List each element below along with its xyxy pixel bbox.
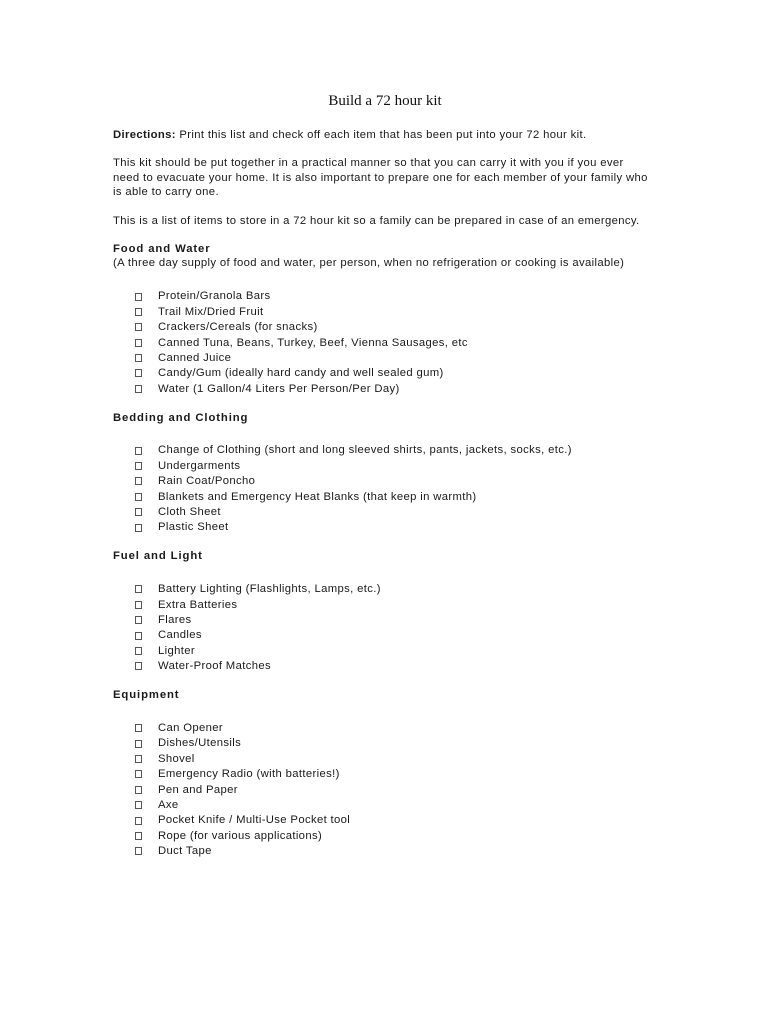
checkbox-icon[interactable] <box>135 724 142 732</box>
checkbox-icon[interactable] <box>135 616 142 624</box>
checkbox-icon[interactable] <box>135 817 142 825</box>
section-subheading: (A three day supply of food and water, per person, when no refrigeration or cooking is available) <box>113 257 625 270</box>
checklist-item <box>135 289 653 304</box>
checkbox-icon[interactable] <box>135 832 142 840</box>
document-body <box>113 128 653 873</box>
checkbox-icon[interactable] <box>135 462 142 470</box>
section-heading: Food and Water <box>113 243 211 256</box>
directions-label: Directions: <box>113 129 176 141</box>
checklist-item-label: Cloth Sheet <box>158 506 221 519</box>
checklist <box>113 289 653 397</box>
checklist-item-label: Axe <box>158 798 179 811</box>
checkbox-icon[interactable] <box>135 339 142 347</box>
checklist-item <box>135 597 653 612</box>
checklist-item <box>135 505 653 520</box>
section-heading: Bedding and Clothing <box>113 411 249 424</box>
checkbox-icon[interactable] <box>135 632 142 640</box>
section-heading: Fuel and Light <box>113 550 203 563</box>
checklist-item-label: Battery Lighting (Flashlights, Lamps, etc.) <box>158 583 381 596</box>
checklist-item-label: Lighter <box>158 644 195 657</box>
checkbox-icon[interactable] <box>135 601 142 609</box>
checklist-item-label: Trail Mix/Dried Fruit <box>158 305 264 318</box>
document-title: Build a 72 hour kit <box>328 93 442 109</box>
checklist-item-label: Pocket Knife / Multi-Use Pocket tool <box>158 814 351 827</box>
checklist-item <box>135 350 653 365</box>
checkbox-icon[interactable] <box>135 786 142 794</box>
checklist-item <box>135 381 653 396</box>
checklist-item <box>135 443 653 458</box>
checkbox-icon[interactable] <box>135 524 142 532</box>
checkbox-icon[interactable] <box>135 801 142 809</box>
checklist-item-label: Plastic Sheet <box>158 521 229 534</box>
checkbox-icon[interactable] <box>135 385 142 393</box>
checklist-item-label: Duct Tape <box>158 845 212 858</box>
section-food-and-water <box>113 242 653 397</box>
section-fuel-and-light <box>113 549 653 674</box>
checkbox-icon[interactable] <box>135 647 142 655</box>
checklist-item-label: Emergency Radio (with batteries!) <box>158 768 340 781</box>
checklist-item <box>135 628 653 643</box>
checklist-item-label: Water (1 Gallon/4 Liters Per Person/Per Day) <box>158 382 400 395</box>
checklist-item-label: Protein/Granola Bars <box>158 290 271 303</box>
checklist-item <box>135 844 653 859</box>
checklist-item-label: Candy/Gum (ideally hard candy and well sealed gum) <box>158 367 444 380</box>
checklist-item <box>135 613 653 628</box>
checklist-item-label: Rain Coat/Poncho <box>158 475 256 488</box>
section-bedding-and-clothing <box>113 411 653 536</box>
checklist-item-label: Canned Tuna, Beans, Turkey, Beef, Vienna Sausages, etc <box>158 336 468 349</box>
checklist-item <box>135 782 653 797</box>
checklist-sections <box>113 242 653 859</box>
section-heading: Equipment <box>113 689 180 702</box>
checklist-item-label: Rope (for various applications) <box>158 829 323 842</box>
checklist-item <box>135 489 653 504</box>
checklist-item <box>135 828 653 843</box>
checklist-item-label: Flares <box>158 614 192 626</box>
checkbox-icon[interactable] <box>135 477 142 485</box>
checkbox-icon[interactable] <box>135 662 142 670</box>
kit-paragraph: This kit should be put together in a practical manner so that you can carry it with you if you ever need to evacuate your home. It is also important to prepare one for each member of your family who is able to carry one. <box>113 157 648 199</box>
checklist-item <box>135 304 653 319</box>
checklist-item-label: Pen and Paper <box>158 783 238 796</box>
checkbox-icon[interactable] <box>135 770 142 778</box>
checklist-item <box>135 643 653 658</box>
checkbox-icon[interactable] <box>135 447 142 455</box>
checklist-item <box>135 520 653 535</box>
checklist-item-label: Blankets and Emergency Heat Blanks (that keep in warmth) <box>158 490 477 503</box>
directions-paragraph <box>113 128 653 142</box>
checklist <box>113 720 653 859</box>
checklist-item-label: Can Opener <box>158 721 224 734</box>
directions-text: Print this list and check off each item that has been put into your 72 hour kit. <box>175 129 587 141</box>
checklist-item <box>135 767 653 782</box>
checkbox-icon[interactable] <box>135 354 142 362</box>
section-equipment <box>113 688 653 859</box>
checklist-item-label: Dishes/Utensils <box>158 737 242 750</box>
checkbox-icon[interactable] <box>135 493 142 501</box>
checklist-item-label: Undergarments <box>158 459 241 472</box>
checklist-item <box>135 736 653 751</box>
checklist-item-label: Crackers/Cereals (for snacks) <box>158 321 318 334</box>
checkbox-icon[interactable] <box>135 369 142 377</box>
checklist-item <box>135 659 653 674</box>
checkbox-icon[interactable] <box>135 740 142 748</box>
checklist <box>113 443 653 535</box>
checkbox-icon[interactable] <box>135 847 142 855</box>
checklist-item <box>135 458 653 473</box>
checkbox-icon[interactable] <box>135 323 142 331</box>
checklist-item <box>135 582 653 597</box>
checklist-item <box>135 335 653 350</box>
checklist-item <box>135 320 653 335</box>
checklist-item <box>135 813 653 828</box>
checklist-item-label: Canned Juice <box>158 351 232 364</box>
checklist-item <box>135 797 653 812</box>
checklist-item-label: Change of Clothing (short and long sleeved shirts, pants, jackets, socks, etc.) <box>158 444 572 457</box>
checklist-item <box>135 474 653 489</box>
checklist-item-label: Candles <box>158 629 202 642</box>
checkbox-icon[interactable] <box>135 755 142 763</box>
checklist-item <box>135 751 653 766</box>
checklist-item <box>135 720 653 735</box>
checklist-item-label: Extra Batteries <box>158 598 238 611</box>
checkbox-icon[interactable] <box>135 585 142 593</box>
checklist <box>113 582 653 674</box>
checkbox-icon[interactable] <box>135 508 142 516</box>
checklist-item-label: Water-Proof Matches <box>158 660 271 673</box>
list-paragraph: This is a list of items to store in a 72 hour kit so a family can be prepared in case of an emergency. <box>113 214 640 227</box>
checklist-item <box>135 366 653 381</box>
checklist-item-label: Shovel <box>158 752 195 765</box>
checkbox-icon[interactable] <box>135 308 142 316</box>
checkbox-icon[interactable] <box>135 293 142 301</box>
